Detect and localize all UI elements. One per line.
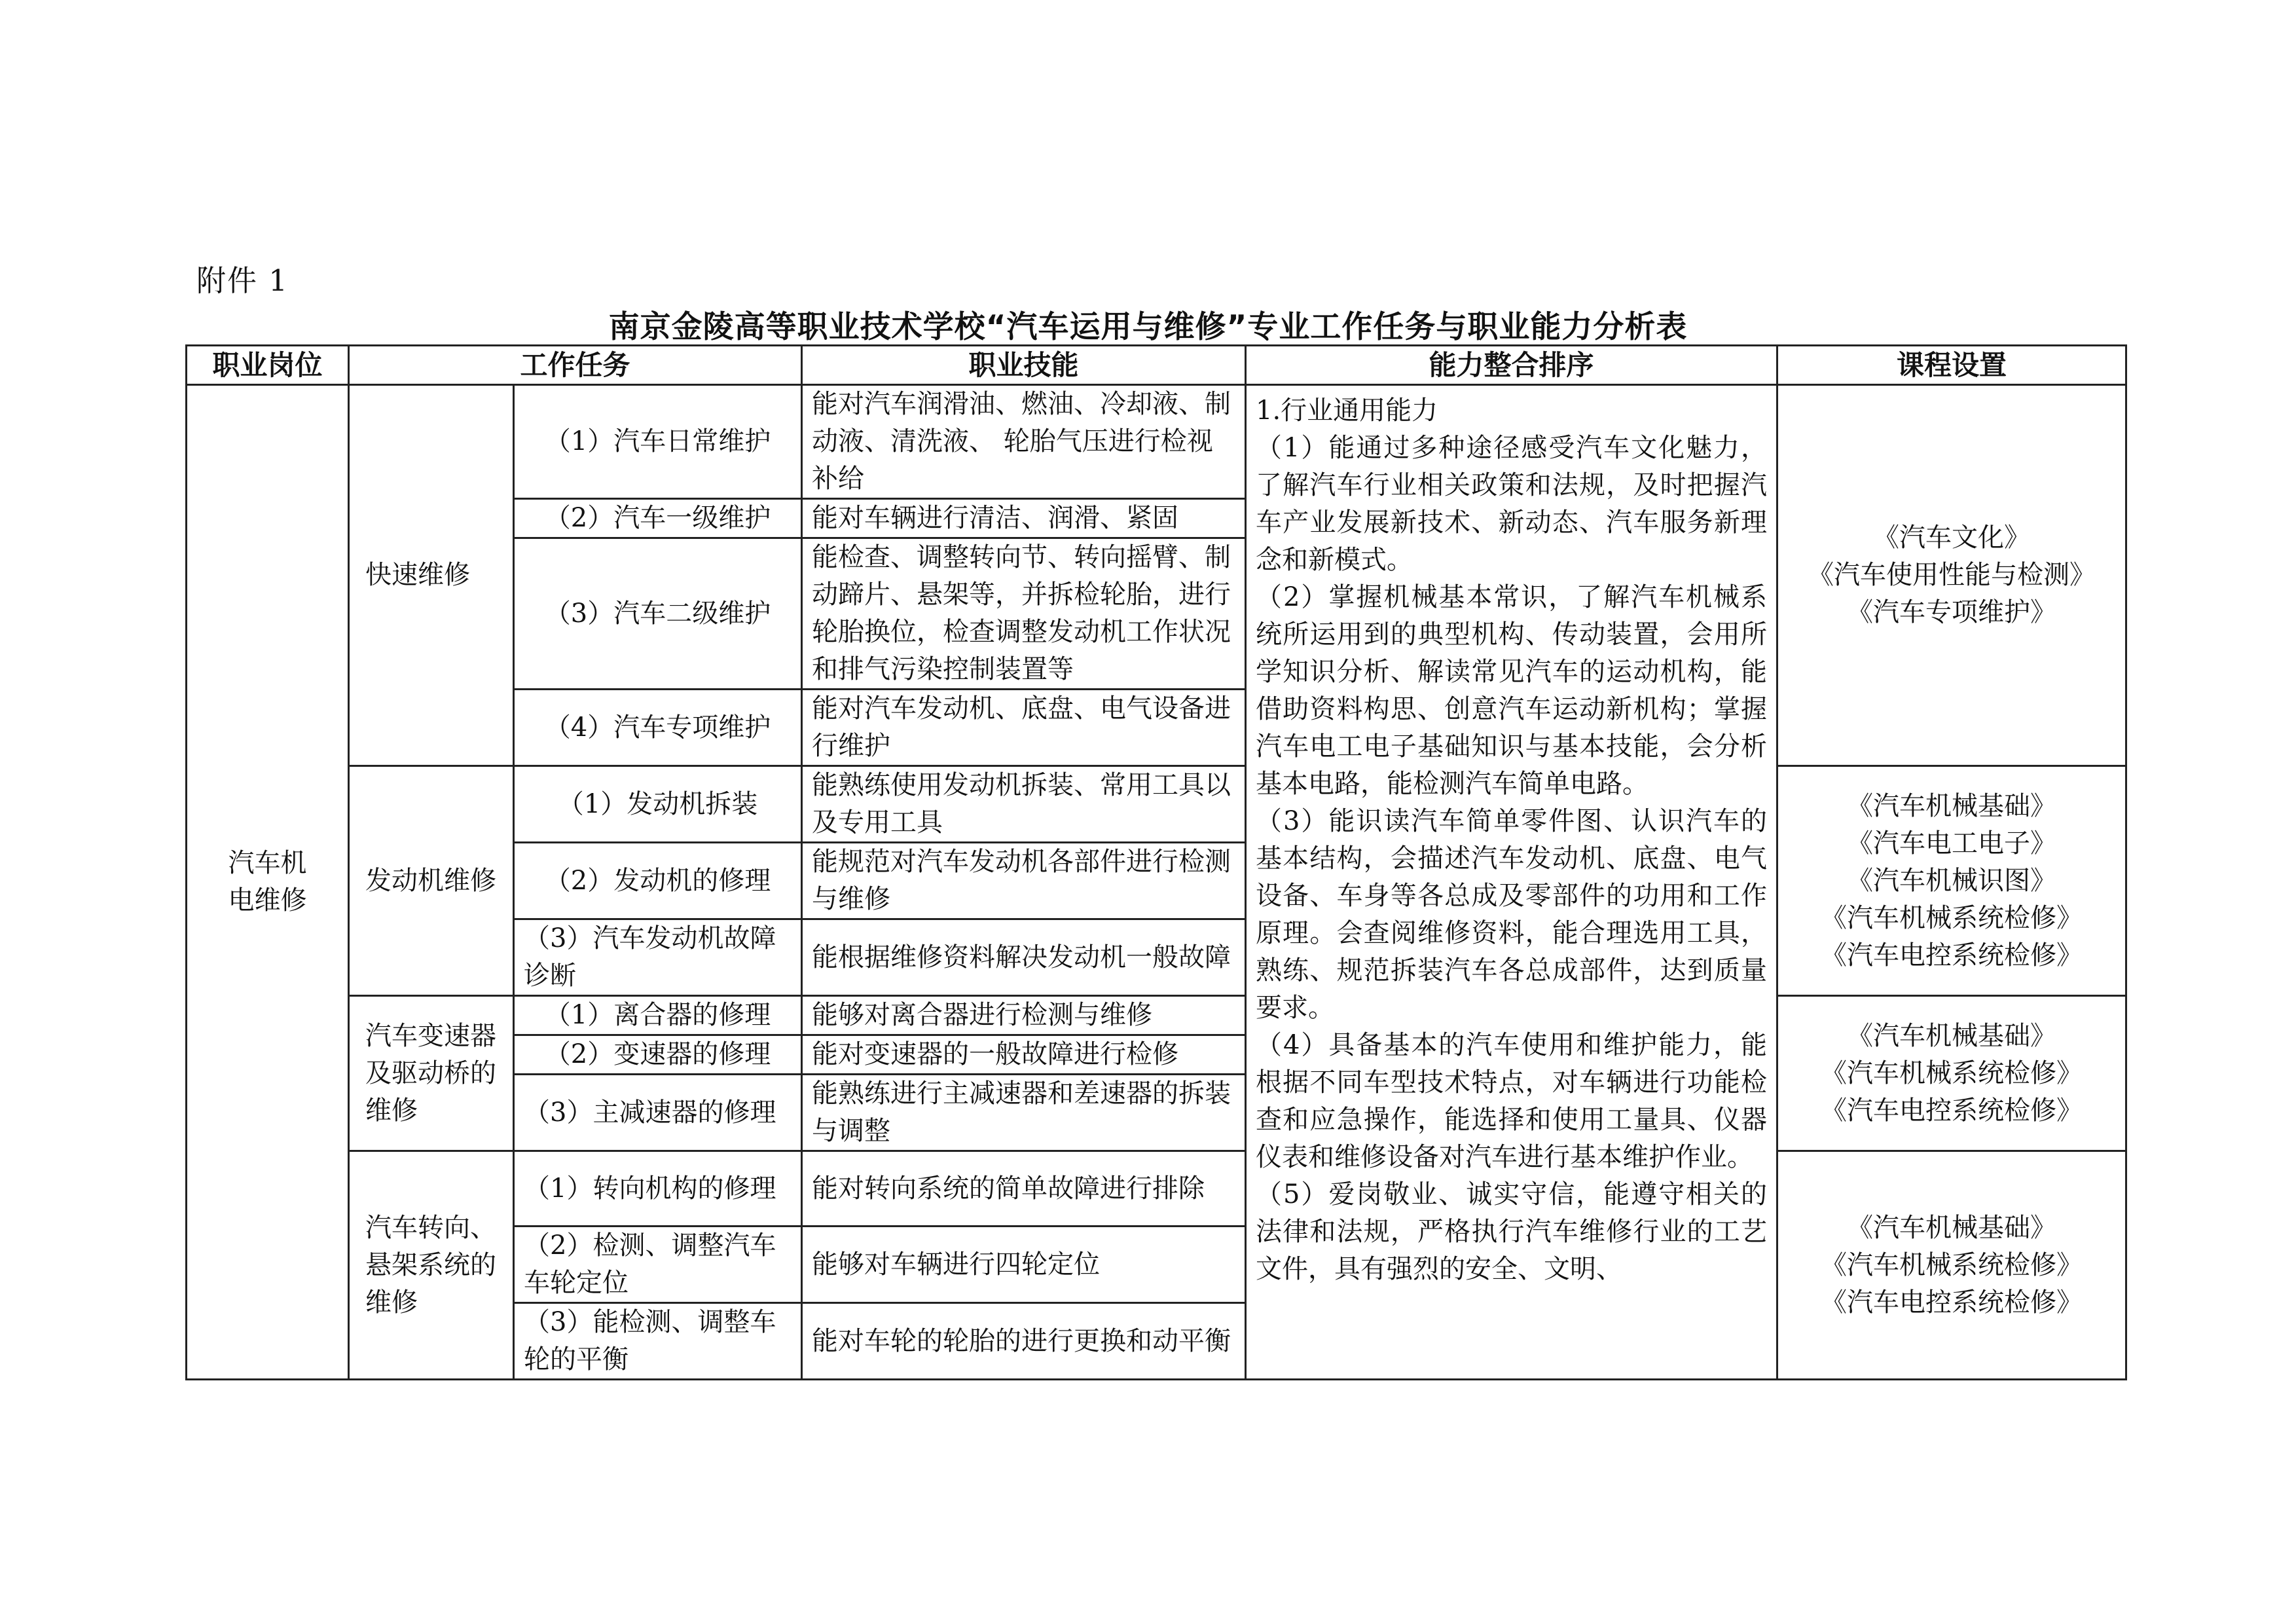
table-row — [187, 1151, 2126, 1227]
task-cell: （3）汽车二级维护 — [514, 538, 802, 690]
course-item: 《汽车机械识图》 — [1847, 865, 2057, 896]
skill-cell: 能检查、调整转向节、转向摇臂、制动蹄片、悬架等，并拆检轮胎，进行轮胎换位，检查调整发动机工作状况和排气污染控制装置等 — [802, 538, 1246, 690]
category-cell: 快速维修 — [349, 385, 514, 766]
category-cell: 汽车转向、悬架系统的维修 — [349, 1151, 514, 1380]
course-item: 《汽车电控系统检修》 — [1821, 940, 2083, 970]
table-row — [187, 385, 2126, 499]
header-course: 课程设置 — [1777, 346, 2126, 385]
task-cell: （2）检测、调整汽车车轮定位 — [514, 1227, 802, 1303]
task-cell: （3）能检测、调整车轮的平衡 — [514, 1303, 802, 1380]
skill-cell: 能对汽车发动机、底盘、电气设备进行维护 — [802, 690, 1246, 766]
ability-cell — [1246, 385, 1777, 1380]
post-cell: 汽车机电维修 — [187, 385, 349, 1380]
header-task: 工作任务 — [349, 346, 802, 385]
course-item: 《汽车电控系统检修》 — [1821, 1287, 2083, 1318]
ability-paragraph: （1）能通过多种途径感受汽车文化魅力，了解汽车行业相关政策和法规，及时把握汽车产业发展新技术、新动态、汽车服务新理念和新模式。 — [1256, 433, 1768, 575]
skill-cell: 能对汽车润滑油、燃油、冷却液、制动液、清洗液、 轮胎气压进行检视补给 — [802, 385, 1246, 499]
course-item: 《汽车机械基础》 — [1847, 1212, 2057, 1243]
course-item: 《汽车机械基础》 — [1847, 1020, 2057, 1051]
task-cell: （2）发动机的修理 — [514, 843, 802, 919]
task-cell: （2）变速器的修理 — [514, 1035, 802, 1075]
ability-paragraph: （5）爱岗敬业、诚实守信，能遵守相关的法律和法规，严格执行汽车维修行业的工艺文件，具有强烈的安全、文明、 — [1256, 1179, 1768, 1284]
course-item: 《汽车文化》 — [1873, 523, 2031, 553]
ability-paragraph: （3）能识读汽车简单零件图、认识汽车的基本结构，会描述汽车发动机、底盘、电气设备、车身等各总成及零部件的功用和工作原理。会查阅维修资料，能合理选用工具，熟练、规范拆装汽车各总成部件，达到质量要求。 — [1256, 806, 1768, 1023]
course-item: 《汽车电控系统检修》 — [1821, 1095, 2083, 1126]
ability-paragraph: （4）具备基本的汽车使用和维护能力，能根据不同车型技术特点，对车辆进行功能检查和应急操作，能选择和使用工量具、仪器仪表和维修设备对汽车进行基本维护作业。 — [1256, 1030, 1768, 1172]
header-row — [187, 346, 2126, 385]
table-row — [187, 996, 2126, 1035]
course-item: 《汽车使用性能与检测》 — [1808, 560, 2096, 590]
task-cell: （2）汽车一级维护 — [514, 499, 802, 538]
header-ability: 能力整合排序 — [1246, 346, 1777, 385]
task-cell: （1）离合器的修理 — [514, 996, 802, 1035]
course-item: 《汽车机械系统检修》 — [1821, 1249, 2083, 1280]
skill-cell: 能规范对汽车发动机各部件进行检测与维修 — [802, 843, 1246, 919]
skill-cell: 能对转向系统的简单故障进行排除 — [802, 1151, 1246, 1227]
skill-cell: 能对变速器的一般故障进行检修 — [802, 1035, 1246, 1075]
header-post: 职业岗位 — [187, 346, 349, 385]
ability-paragraph: （2）掌握机械基本常识，了解汽车机械系统所运用到的典型机构、传动装置，会用所学知识分析、解读常见汽车的运动机构，能借助资料构思、创意汽车运动新机构；掌握汽车电工电子基础知识与基本技能，会分析基本电路，能检测汽车简单电路。 — [1256, 582, 1768, 799]
course-item: 《汽车机械基础》 — [1847, 790, 2057, 821]
task-cell: （1）发动机拆装 — [514, 766, 802, 843]
course-cell — [1777, 385, 2126, 766]
category-cell: 发动机维修 — [349, 766, 514, 996]
skill-cell: 能够对离合器进行检测与维修 — [802, 996, 1246, 1035]
skill-cell: 能熟练进行主减速器和差速器的拆装与调整 — [802, 1075, 1246, 1151]
course-cell — [1777, 1151, 2126, 1380]
analysis-table — [185, 344, 2127, 1380]
attachment-label: 附件 1 — [196, 263, 289, 298]
header-skill: 职业技能 — [802, 346, 1246, 385]
course-item: 《汽车机械系统检修》 — [1821, 1058, 2083, 1088]
course-cell — [1777, 996, 2126, 1151]
skill-cell: 能根据维修资料解决发动机一般故障 — [802, 919, 1246, 996]
course-cell — [1777, 766, 2126, 996]
task-cell: （3）汽车发动机故障诊断 — [514, 919, 802, 996]
skill-cell: 能够对车辆进行四轮定位 — [802, 1227, 1246, 1303]
skill-cell: 能对车轮的轮胎的进行更换和动平衡 — [802, 1303, 1246, 1380]
task-cell: （1）转向机构的修理 — [514, 1151, 802, 1227]
task-cell: （4）汽车专项维护 — [514, 690, 802, 766]
table-row — [187, 766, 2126, 843]
task-cell: （3）主减速器的修理 — [514, 1075, 802, 1151]
course-item: 《汽车专项维护》 — [1847, 597, 2057, 627]
task-cell: （1）汽车日常维护 — [514, 385, 802, 499]
skill-cell: 能对车辆进行清洁、润滑、紧固 — [802, 499, 1246, 538]
course-item: 《汽车电工电子》 — [1847, 828, 2057, 858]
course-item: 《汽车机械系统检修》 — [1821, 902, 2083, 933]
document-title: 南京金陵高等职业技术学校“汽车运用与维修”专业工作任务与职业能力分析表 — [608, 309, 1688, 345]
category-cell: 汽车变速器及驱动桥的维修 — [349, 996, 514, 1151]
ability-paragraph: 1.行业通用能力 — [1256, 396, 1438, 426]
skill-cell: 能熟练使用发动机拆装、常用工具以及专用工具 — [802, 766, 1246, 843]
